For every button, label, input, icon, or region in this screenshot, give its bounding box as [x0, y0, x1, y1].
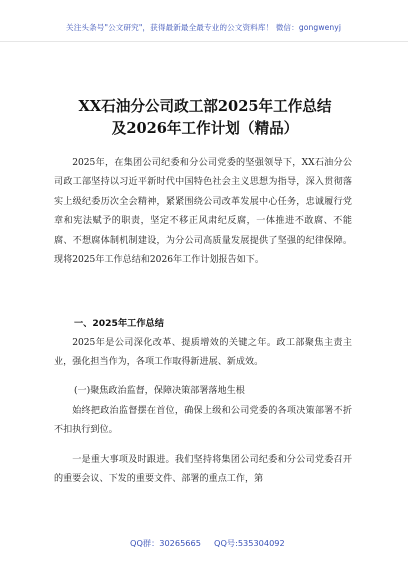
paragraph-summary: 2025年是公司深化改革、提质增效的关键之年。政工部聚焦主责主业，强化担当作为，各项工作取得新进展、新成效。: [54, 338, 352, 368]
paragraph-intro: 2025年，在集团公司纪委和分公司党委的坚强领导下，XX石油分公司政工部坚持以习近平新时代中国特色社会主义思想为指导，深入贯彻落实上级纪委历次全会精神，紧紧围绕公司改革发展中心任务，忠诚履行党章和宪法赋予的职责，坚定不移正风肃纪反腐，一体推进不敢腐、不能腐、不想腐体制机制建设，为分公司高质量发展提供了坚强的纪律保障。现将2025年工作总结和2026年工作计划报告如下。: [54, 158, 352, 266]
title-line-1: XX石油分公司政工部2025年工作总结: [78, 98, 332, 115]
section-heading: 一、2025年工作总结: [74, 318, 164, 329]
footer-contacts: [0, 534, 408, 554]
top-banner: [0, 0, 408, 42]
paragraph-major-items: 一是重大事项及时跟进。我们坚持将集团公司纪委和分公司党委召开的重要会议、下发的重要文件、部署的重点工作，第: [54, 455, 352, 485]
paragraph-political-supervision: 始终把政治监督摆在首位，确保上级和公司党委的各项决策部署不折不扣执行到位。: [54, 406, 352, 436]
document-title: [40, 96, 370, 140]
title-line-2: 及2026年工作计划（精品）: [111, 120, 299, 137]
qq-number: QQ号:535304092: [214, 538, 285, 548]
banner-text: 关注头条号"公文研究"，获得最新最全最专业的公文资料库！ 微信：gongwenyj: [66, 23, 342, 32]
subsection-heading: (一)聚焦政治监督，保障决策部署落地生根: [74, 386, 245, 396]
qq-group-number: QQ群：30265665: [130, 538, 201, 548]
